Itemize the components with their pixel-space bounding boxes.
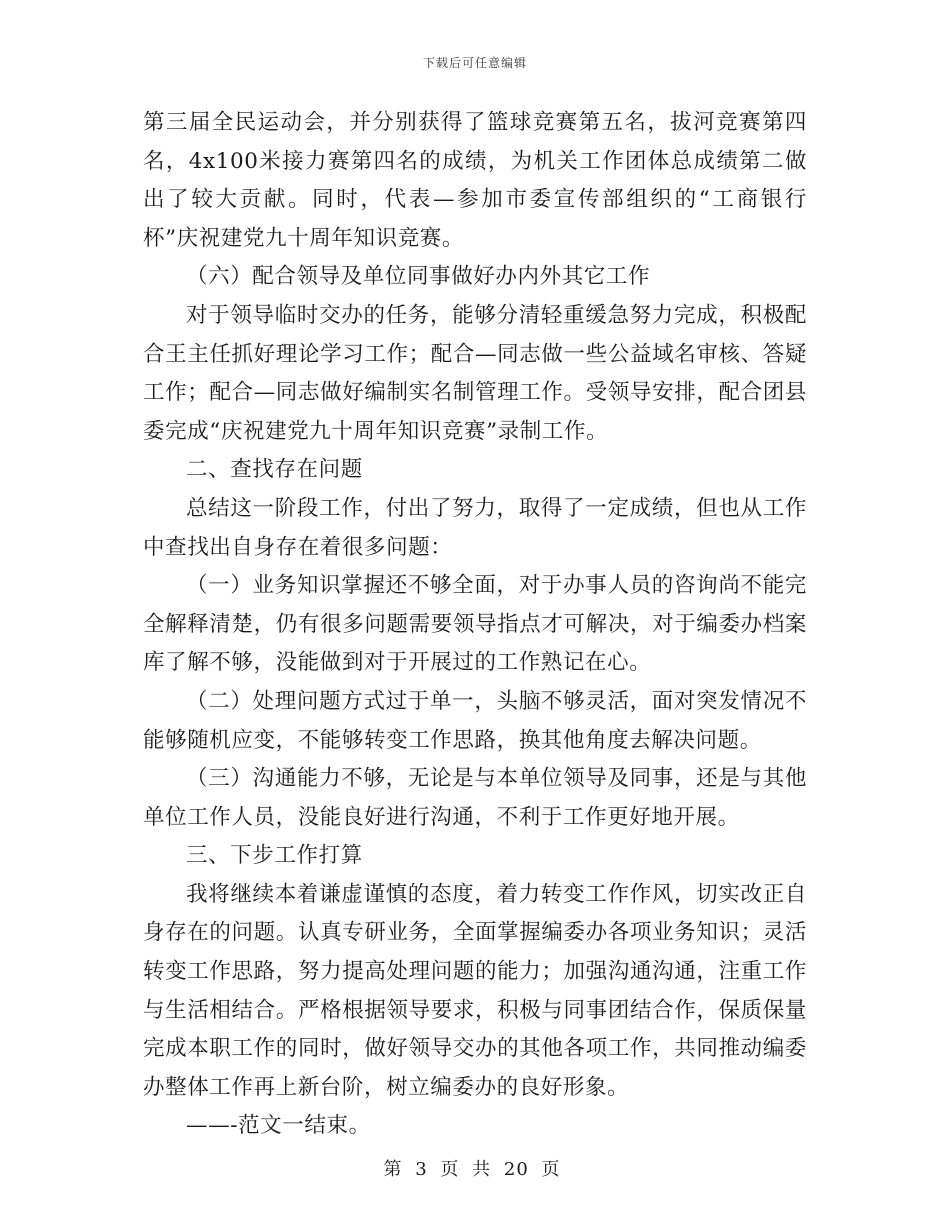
footer-page-prefix: 第	[383, 1159, 403, 1180]
footer-total-prefix: 共	[472, 1159, 492, 1180]
section-heading-plans: 三、下步工作打算	[186, 843, 363, 869]
paragraph-summary: 总结这一阶段工作，付出了努力，取得了一定成绩，但也从工作中查找出自身存在着很多问题：	[143, 495, 807, 560]
header-note: 下载后可任意编辑	[422, 56, 527, 70]
section-heading-six: （六）配合领导及单位同事做好办内外其它工作	[186, 264, 651, 290]
document-body	[143, 104, 807, 1146]
paragraph-problem-two: （二）处理问题方式过于单一，头脑不够灵活，面对突发情况不能够随机应变，不能够转变工作思路，换其他角度去解决问题。	[143, 688, 807, 753]
footer-page-suffix: 页	[541, 1159, 561, 1180]
footer-page-mid: 页	[440, 1159, 460, 1180]
paragraph-continued: 第三届全民运动会，并分别获得了篮球竞赛第五名，拔河竞赛第四名，4x100米接力赛第四名的成绩，为机关工作团体总成绩第二做出了较大贡献。同时，代表—参加市委宣传部组织的“工商银行杯”庆祝建党九十周年知识竞赛。	[143, 110, 807, 251]
footer-current-page: 3	[415, 1159, 428, 1180]
paragraph-problem-three: （三）沟通能力不够，无论是与本单位领导及同事，还是与其他单位工作人员，没能良好进行沟通，不利于工作更好地开展。	[143, 766, 807, 830]
section-heading-problems: 二、查找存在问题	[186, 457, 363, 483]
paragraph-temporary-tasks: 对于领导临时交办的任务，能够分清轻重缓急努力完成，积极配合王主任抓好理论学习工作；配合—同志做一些公益域名审核、答疑工作；配合—同志做好编制实名制管理工作。受领导安排，配合团县委完成“庆祝建党九十周年知识竞赛”录制工作。	[143, 302, 807, 444]
page-footer	[0, 1155, 950, 1181]
footer-total-pages: 20	[503, 1159, 529, 1180]
paragraph-plans: 我将继续本着谦虚谨慎的态度，着力转变工作作风，切实改正自身存在的问题。认真专研业务，全面掌握编委办各项业务知识；灵活转变工作思路，努力提高处理问题的能力；加强沟通沟通，注重工作与生活相结合。严格根据领导要求，积极与同事团结合作，保质保量完成本职工作的同时，做好领导交办的其他各项工作，共同推动编委办整体工作再上新台阶，树立编委办的良好形象。	[143, 881, 807, 1100]
paragraph-problem-one: （一）业务知识掌握还不够全面，对于办事人员的咨询尚不能完全解释清楚，仍有很多问题需要领导指点才可解决，对于编委办档案库了解不够，没能做到对于开展过的工作熟记在心。	[143, 573, 807, 676]
paragraph-end-note: ——-范文一结束。	[186, 1113, 371, 1139]
